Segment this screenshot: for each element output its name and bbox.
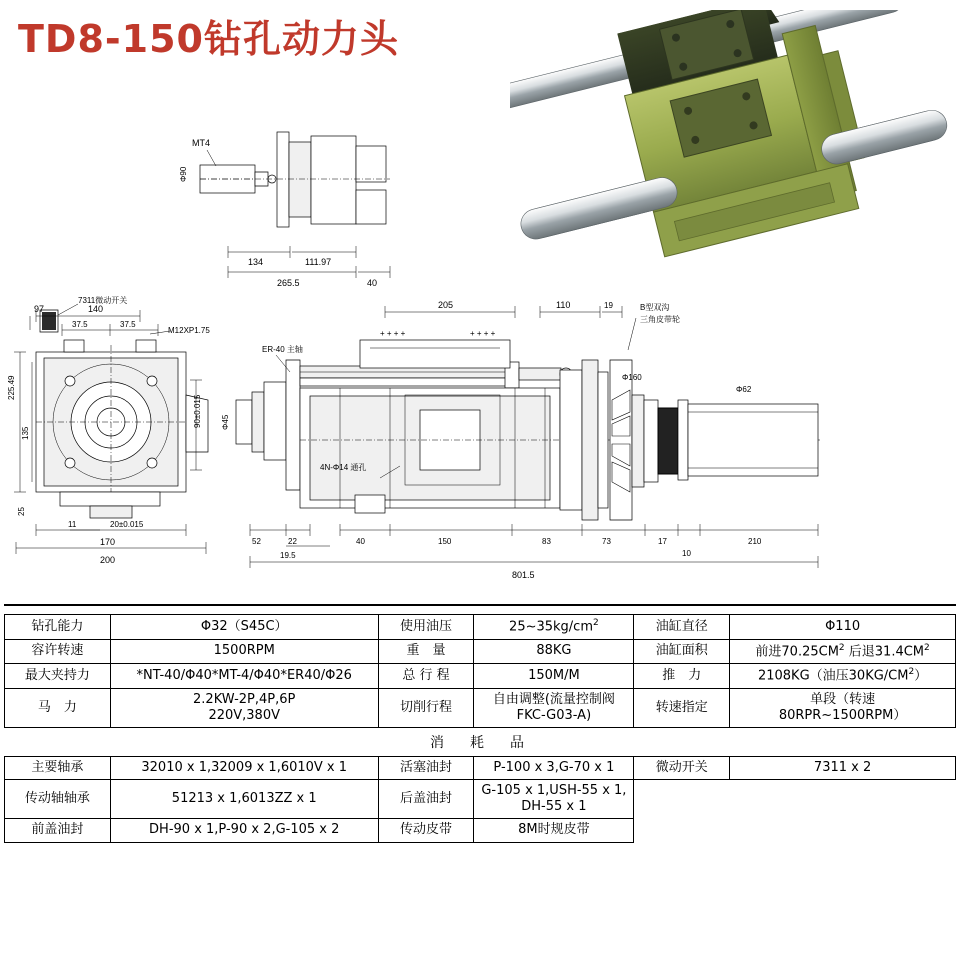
- cell-total-stroke-label: 总 行 程: [378, 664, 474, 689]
- svg-text:40: 40: [367, 278, 378, 288]
- svg-text:225.49: 225.49: [7, 375, 16, 400]
- svg-text:+ + + +: + + + +: [380, 329, 406, 338]
- svg-text:7311微动开关: 7311微动开关: [78, 296, 128, 305]
- cell-power-label: 马 力: [5, 688, 111, 728]
- svg-text:140: 140: [88, 304, 104, 314]
- cell-piston-seal-value: P-100 x 3,G-70 x 1: [474, 756, 634, 779]
- svg-text:Φ45: Φ45: [221, 414, 230, 430]
- table-top-rule: [4, 604, 956, 606]
- cell-drill-capacity-value: Φ32（S45C）: [110, 615, 378, 640]
- svg-text:90±0.015: 90±0.015: [193, 394, 202, 428]
- svg-text:37.5: 37.5: [72, 320, 88, 329]
- cell-thrust-value: 2108KG（油压$30KG/CM^2$）: [730, 664, 956, 689]
- cell-cutting-stroke-label: 切削行程: [378, 688, 474, 728]
- svg-text:200: 200: [100, 555, 116, 565]
- cell-cylinder-area-label: 油缸面积: [634, 639, 730, 664]
- svg-text:83: 83: [542, 537, 551, 546]
- cell-micro-switch-label: 微动开关: [634, 756, 730, 779]
- cell-oil-pressure-label: 使用油压: [378, 615, 474, 640]
- table-row: [5, 688, 956, 728]
- svg-text:ER-40 主轴: ER-40 主轴: [262, 345, 303, 354]
- cell-oil-pressure-value: $25\sim 35kg/cm^2$: [474, 615, 634, 640]
- cell-thrust-label: 推 力: [634, 664, 730, 689]
- consumables-header-row: [5, 732, 956, 756]
- consumables-header: 消 耗 品: [5, 732, 956, 756]
- svg-text:97: 97: [34, 304, 45, 314]
- cell-allowable-speed-label: 容许转速: [5, 639, 111, 664]
- cell-empty-2: [730, 779, 956, 819]
- cell-total-stroke-value: 150M/M: [474, 664, 634, 689]
- cell-drill-capacity-label: 钻孔能力: [5, 615, 111, 640]
- svg-text:265.5: 265.5: [277, 278, 300, 288]
- svg-text:40: 40: [356, 537, 365, 546]
- table-row: [5, 819, 956, 842]
- cell-rear-cover-seal-label: 后盖油封: [378, 779, 474, 819]
- cell-max-clamp-value: *NT-40/Φ40*MT-4/Φ40*ER40/Φ26: [110, 664, 378, 689]
- svg-text:11: 11: [68, 520, 77, 529]
- cell-micro-switch-value: 7311 x 2: [730, 756, 956, 779]
- svg-text:110: 110: [556, 300, 571, 310]
- table-row: [5, 756, 956, 779]
- cell-cylinder-diameter-label: 油缸直径: [634, 615, 730, 640]
- svg-text:三角皮带轮: 三角皮带轮: [640, 315, 680, 324]
- cell-weight-value: 88KG: [474, 639, 634, 664]
- cell-speed-designation-value: 单段（转速 80RPR~1500RPM）: [730, 688, 956, 728]
- cell-empty-1: [634, 779, 730, 819]
- svg-text:801.5: 801.5: [512, 570, 535, 580]
- cell-front-cover-seal-label: 前盖油封: [5, 819, 111, 842]
- svg-text:52: 52: [252, 537, 261, 546]
- svg-text:B型双沟: B型双沟: [640, 303, 670, 312]
- svg-text:25: 25: [17, 507, 26, 516]
- svg-text:Φ160: Φ160: [622, 373, 642, 382]
- cell-front-cover-seal-value: DH-90 x 1,P-90 x 2,G-105 x 2: [110, 819, 378, 842]
- cell-empty-3: [634, 819, 730, 842]
- svg-text:205: 205: [438, 300, 454, 310]
- svg-text:210: 210: [748, 537, 762, 546]
- svg-text:73: 73: [602, 537, 611, 546]
- cell-max-clamp-label: 最大夹持力: [5, 664, 111, 689]
- cell-drive-shaft-bearing-value: 51213 x 1,6013ZZ x 1: [110, 779, 378, 819]
- table-row: [5, 615, 956, 640]
- svg-text:19: 19: [604, 301, 613, 310]
- cell-drive-shaft-bearing-label: 传动轴轴承: [5, 779, 111, 819]
- page-title: TD8-150钻孔动力头: [18, 17, 399, 61]
- specification-table: [4, 614, 956, 843]
- cell-allowable-speed-value: 1500RPM: [110, 639, 378, 664]
- svg-text:Φ90: Φ90: [179, 166, 188, 182]
- cell-drive-belt-label: 传动皮带: [378, 819, 474, 842]
- svg-text:150: 150: [438, 537, 452, 546]
- table-row: [5, 664, 956, 689]
- svg-text:10: 10: [682, 549, 691, 558]
- svg-text:+ + + +: + + + +: [470, 329, 496, 338]
- cell-cutting-stroke-value: 自由调整(流量控制阀 FKC-G03-A): [474, 688, 634, 728]
- svg-text:Φ62: Φ62: [736, 385, 752, 394]
- cell-drive-belt-value: 8M时规皮带: [474, 819, 634, 842]
- cell-weight-label: 重 量: [378, 639, 474, 664]
- svg-text:20±0.015: 20±0.015: [110, 520, 144, 529]
- svg-text:22: 22: [288, 537, 297, 546]
- svg-text:19.5: 19.5: [280, 551, 296, 560]
- cell-cylinder-diameter-value: Φ110: [730, 615, 956, 640]
- cell-main-bearing-label: 主要轴承: [5, 756, 111, 779]
- svg-text:37.5: 37.5: [120, 320, 136, 329]
- cell-cylinder-area-value: 前进$70.25CM^2$ 后退$31.4CM^2$: [730, 639, 956, 664]
- svg-text:135: 135: [21, 426, 30, 440]
- table-row: [5, 639, 956, 664]
- cell-main-bearing-value: 32010 x 1,32009 x 1,6010V x 1: [110, 756, 378, 779]
- cell-speed-designation-label: 转速指定: [634, 688, 730, 728]
- svg-text:M12XP1.75: M12XP1.75: [168, 326, 210, 335]
- svg-text:134: 134: [248, 257, 264, 267]
- svg-text:4N-Φ14 通孔: 4N-Φ14 通孔: [320, 463, 367, 472]
- cell-piston-seal-label: 活塞油封: [378, 756, 474, 779]
- svg-text:170: 170: [100, 537, 116, 547]
- cell-empty-4: [730, 819, 956, 842]
- cell-rear-cover-seal-value: G-105 x 1,USH-55 x 1, DH-55 x 1: [474, 779, 634, 819]
- svg-text:17: 17: [658, 537, 667, 546]
- svg-text:MT4: MT4: [192, 138, 210, 148]
- svg-text:111.97: 111.97: [305, 257, 332, 267]
- cell-power-value: 2.2KW-2P,4P,6P 220V,380V: [110, 688, 378, 728]
- table-row: [5, 779, 956, 819]
